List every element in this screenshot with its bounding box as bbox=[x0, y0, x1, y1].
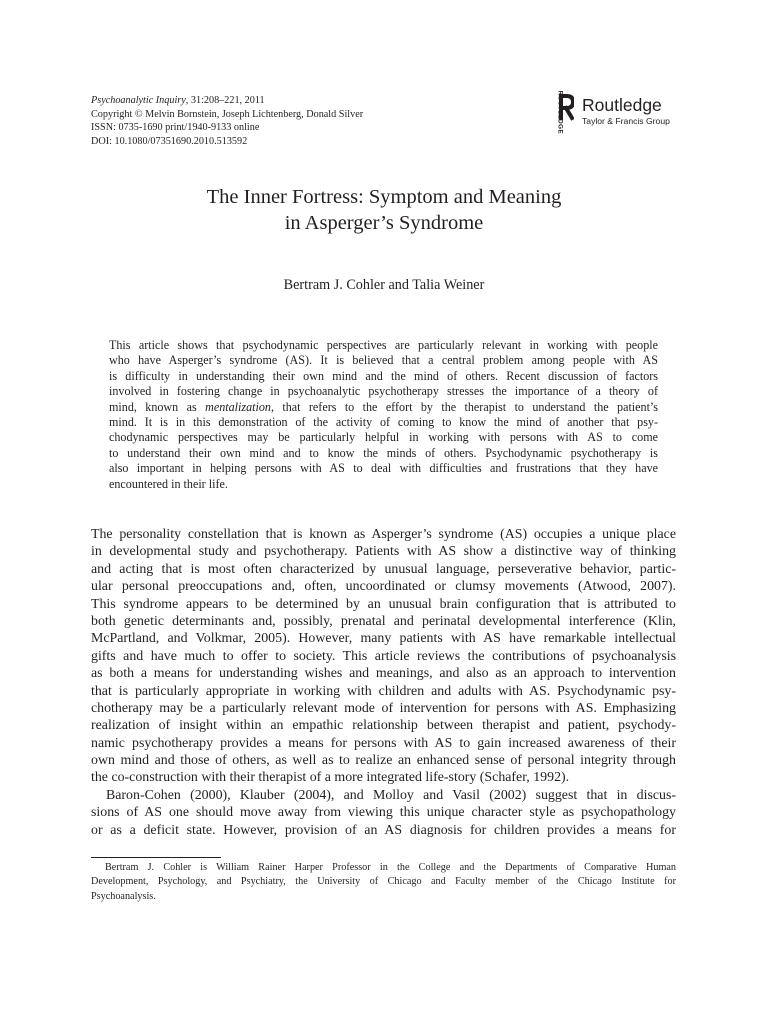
body-line: This syndrome appears to be determined by an unusual brain configuration that is attributed to bbox=[91, 596, 676, 612]
body-line: sions of AS one should move away from viewing this unique character style as psychopathology bbox=[91, 805, 676, 821]
body-line: as both a means for understanding wishes and meanings, and also as an approach to intervention bbox=[91, 666, 676, 682]
body-line: McPartland, and Volkmar, 2005). However, many patients with AS have remarkable intellectual bbox=[91, 631, 676, 647]
body-line: own mind and those of others, as well as to realize an enhanced sense of personal integrity through bbox=[91, 753, 676, 769]
article-title-line: The Inner Fortress: Symptom and Meaning bbox=[206, 186, 562, 208]
body-line: ular personal preoccupations and, often, uncoordinated or clumsy movements (Atwood, 2007). bbox=[91, 579, 676, 595]
abstract-italic-term: mentalization bbox=[205, 399, 271, 414]
abstract-line: to understand their own mind and to know the minds of others. Psychodynamic psychotherapy is bbox=[109, 445, 658, 460]
footnote bbox=[91, 861, 676, 904]
abstract-line: involved in fostering change in psychoanalytic psychotherapy stresses the importance of a theory of bbox=[109, 384, 658, 399]
journal-citation-line bbox=[91, 94, 511, 108]
abstract-line: also important in helping persons with AS to deal with difficulties and frustrations that they have bbox=[109, 461, 658, 476]
body-line: that is particularly appropriate in working with children and adults with AS. Psychodynamic psy- bbox=[91, 683, 676, 699]
body-text bbox=[91, 526, 676, 839]
abstract-line: is difficulty in understanding their own mind and the mind of others. Recent discussion of factors bbox=[109, 368, 658, 383]
abstract-line-end: , that refers to the effort by the therapist to understand the patient’s bbox=[270, 399, 659, 414]
publisher-vertical-wordmark: ROUTLEDGE bbox=[556, 90, 564, 135]
article-title bbox=[0, 184, 768, 236]
publisher-group: Taylor & Francis Group bbox=[582, 116, 670, 126]
body-line: in developmental study and psychotherapy. Patients with AS show a distinctive way of thinking bbox=[91, 544, 676, 560]
doi-line: DOI: 10.1080/07351690.2010.513592 bbox=[91, 135, 248, 147]
abstract-line: mind. It is in this demonstration of the activity of coming to know the mind of another that psy- bbox=[109, 414, 658, 429]
body-line: or as a deficit state. However, provision of an AS diagnosis for children provides a means for bbox=[91, 822, 676, 838]
footnote-line: Development, Psychology, and Psychiatry, the University of Chicago and Faculty member of the Chicago Institute for bbox=[91, 876, 676, 888]
journal-name: Psychoanalytic Inquiry bbox=[91, 95, 186, 106]
body-line: gifts and have much to offer to society. This article reviews the contributions of psychoanalysis bbox=[91, 648, 676, 664]
copyright-line: Copyright © Melvin Bornstein, Joseph Lichtenberg, Donald Silver bbox=[91, 108, 364, 120]
article-authors: Bertram J. Cohler and Talia Weiner bbox=[283, 277, 485, 293]
abstract-line: chodynamic perspectives may be particularly helpful in working with persons with AS to come bbox=[109, 430, 658, 445]
journal-metadata bbox=[91, 94, 511, 148]
publisher-logo bbox=[548, 90, 680, 135]
abstract-line: who have Asperger’s syndrome (AS). It is believed that a central problem among people with AS bbox=[109, 353, 658, 368]
body-line: the co-construction with their therapist of a more integrated life-story (Schafer, 1992). bbox=[91, 770, 570, 786]
abstract-line: encountered in their life. bbox=[109, 476, 228, 491]
body-line: The personality constellation that is known as Asperger’s syndrome (AS) occupies a unique place bbox=[91, 527, 676, 542]
body-line: and acting that is most often characterized by unusual language, perseverative behavior, partic- bbox=[91, 561, 676, 577]
body-line: realization of insight within an empathic relationship between therapist and patient, psychody- bbox=[91, 718, 676, 734]
body-line: both genetic determinants and, possibly, prenatal and perinatal developmental interference (Klin, bbox=[91, 613, 676, 629]
body-line: chotherapy may be a particularly relevant mode of intervention for persons with AS. Emphasizing bbox=[91, 700, 676, 716]
issn-line: ISSN: 0735-1690 print/1940-9133 online bbox=[91, 122, 260, 134]
article-title-line: in Asperger’s Syndrome bbox=[284, 212, 484, 234]
body-line: namic psychotherapy provides a means for persons with AS to gain increased awareness of their bbox=[91, 735, 676, 751]
abstract-line bbox=[109, 400, 658, 415]
body-line: Baron-Cohen (2000), Klauber (2004), and Molloy and Vasil (2002) suggest that in discus- bbox=[106, 787, 676, 803]
journal-volume-pages: , 31:208–221, 2011 bbox=[185, 95, 265, 106]
publisher-name: Routledge bbox=[582, 95, 662, 115]
abstract-line-start: mind, known as bbox=[109, 399, 206, 414]
abstract-line: This article shows that psychodynamic perspectives are particularly relevant in working with people bbox=[109, 338, 658, 352]
footnote-line: Bertram J. Cohler is William Rainer Harper Professor in the College and the Departments of Comparative Human bbox=[105, 862, 676, 873]
footnote-line: Psychoanalysis. bbox=[91, 890, 156, 902]
footnote-divider bbox=[91, 857, 221, 858]
abstract bbox=[109, 338, 658, 492]
